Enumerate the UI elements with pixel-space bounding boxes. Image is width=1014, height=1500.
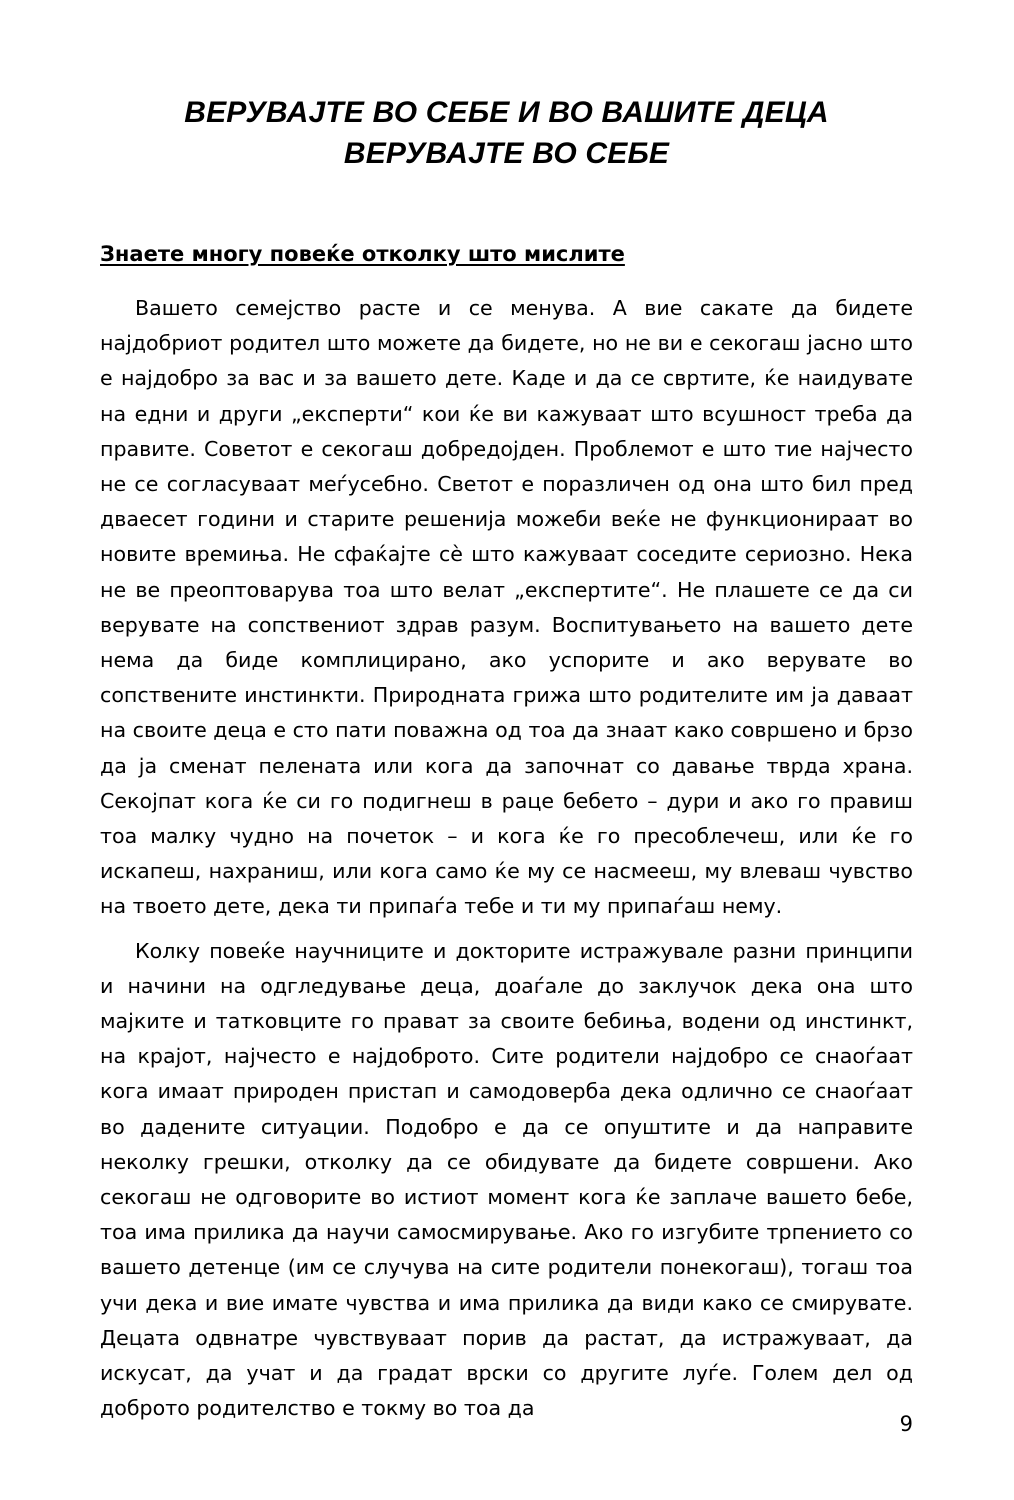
page-content (100, 0, 913, 1427)
section-heading: Знаете многу повеќе отколку што мислите (100, 242, 625, 266)
page-number: 9 (899, 1412, 913, 1436)
page-title-line-1: ВЕРУВАЈТЕ ВО СЕБЕ И ВО ВАШИТЕ ДЕЦА (184, 96, 829, 129)
page-title (100, 0, 913, 174)
page-title-line-2: ВЕРУВАЈТЕ ВО СЕБЕ (343, 137, 670, 170)
body-paragraph-2: Колку повеќе научниците и докторите истражувале разни принципи и начини на одгледување деца, доаѓале до заклучок дека она што мајките и татковците го прават за своите бебиња, водени од инстинкт, на крајот, најчесто е најдоброто. Сите родители најдобро се снаоѓаат кога имаат природен пристап и самодоверба дека одлично се снаоѓаат во дадените ситуации. Подобро е да се опуштите и да направите неколку грешки, отколку да се обидувате да бидете совршени. Ако секогаш не одговорите во истиот момент кога ќе заплаче вашето бебе, тоа има прилика да научи самосмирување. Ако го изгубите трпението со вашето детенце (им се случува на сите родители понекогаш), тогаш тоа учи дека и вие имате чувства и има прилика да види како се смирувате. Децата одвнатре чувствуваат порив да растат, да истражуваат, да искусат, да учат и да градат врски со другите луѓе. Голем дел од доброто родителство е токму во тоа да (100, 938, 913, 1421)
body-paragraph-1: Вашето семејство расте и се менува. А вие сакате да бидете најдобриот родител што можете да бидете, но не ви е секогаш јасно што е најдобро за вас и за вашето дете. Каде и да се свртите, ќе наидувате на едни и други „експерти“ кои ќе ви кажуваат што всушност треба да правите. Советот е секогаш добредојден. Проблемот е што тие најчесто не се согласуваат меѓусебно. Светот е поразличен од она што бил пред дваесет години и старите решенија можеби веќе не функционираат во новите времиња. Не сфаќајте сè што кажуваат соседите сериозно. Нека не ве преоптоварува тоа што велат „експертите“. Не плашете се да си верувате на сопствениот здрав разум. Воспитувањето на вашето дете нема да биде комплицирано, ако успорите и ако верувате во сопствените инстинкти. Природната грижа што родителите им ја даваат на своите деца е сто пати поважна од тоа да знаат како совршено и брзо да ја сменат пелената или кога да започнат со давање тврда храна. Секојпат кога ќе си го подигнеш в раце бебето – дури и ако го правиш тоа малку чудно на почеток – и кога ќе го пресоблечеш, или ќе го искапеш, нахраниш, или кога само ќе му се насмееш, му влеваш чувство на твоето дете, дека ти припаѓа тебе и ти му припаѓаш нему. (100, 296, 913, 919)
